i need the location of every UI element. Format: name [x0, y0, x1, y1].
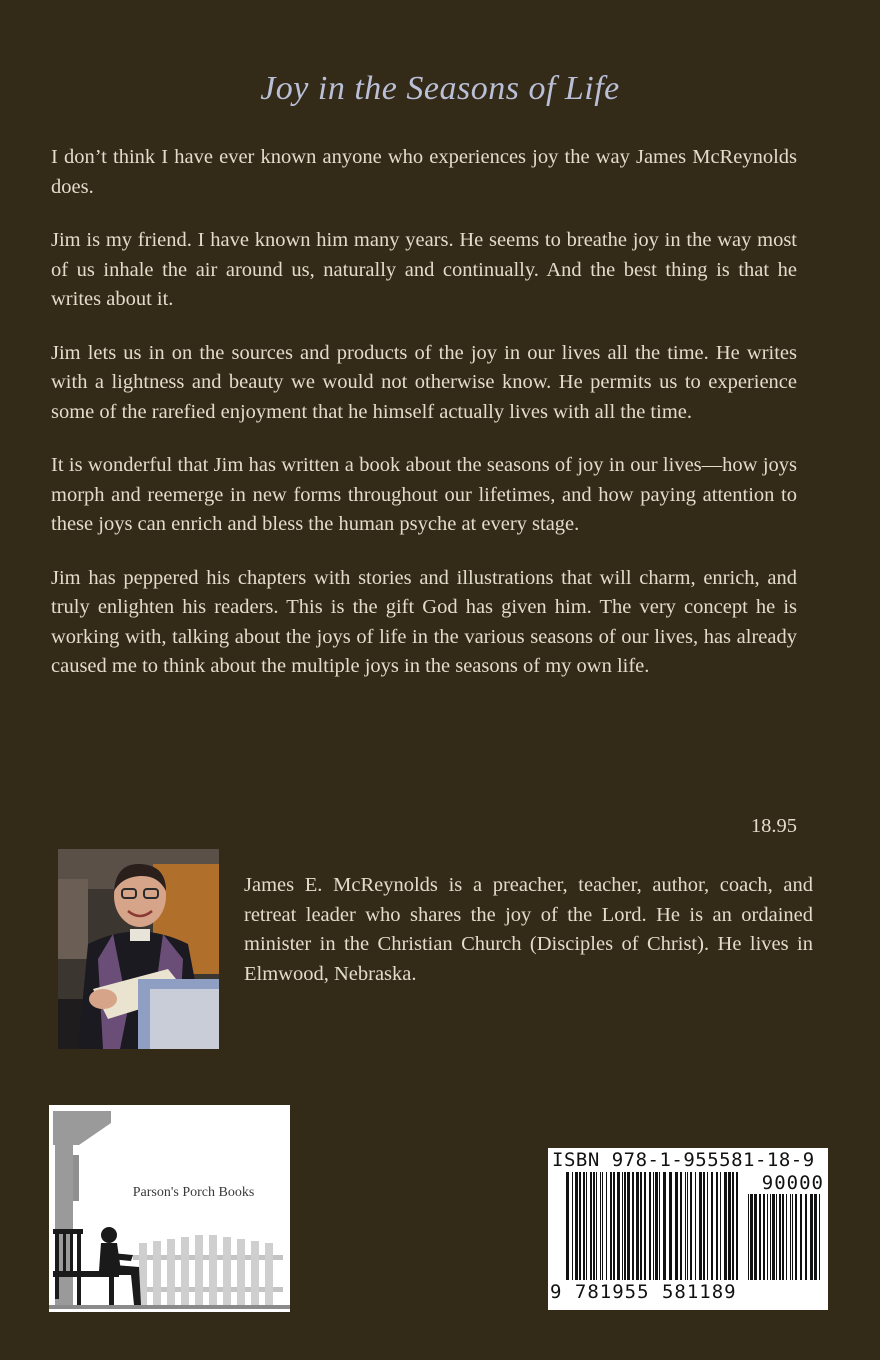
barcode-bar	[575, 1172, 578, 1280]
barcode-bar	[675, 1172, 678, 1280]
blurb-paragraph: Jim has peppered his chapters with stories and illustrations that will charm, enrich, and truly enlighten his readers. This is the gift God has given him. The very concept he is working with, talking about the joys of life in the various seasons of our lives, has already caused me to think about the multiple joys in the seasons of my own life.	[51, 566, 797, 677]
barcode-bar	[707, 1172, 708, 1280]
porch-illustration	[49, 1105, 290, 1312]
barcode-bar	[792, 1194, 793, 1280]
price-code: 90000	[761, 1172, 824, 1194]
price: 18.95	[750, 815, 797, 837]
publisher-name: Parson's Porch Books	[132, 1185, 255, 1200]
barcode-bar	[600, 1172, 601, 1280]
barcode-bar	[566, 1172, 569, 1280]
isbn-barcode	[548, 1148, 828, 1310]
barcode-bar	[617, 1172, 620, 1280]
barcode-bar	[640, 1172, 642, 1280]
barcode-bar	[795, 1194, 797, 1280]
barcode-bar	[606, 1172, 607, 1280]
barcode-bar	[622, 1172, 623, 1280]
barcode-bar	[800, 1194, 802, 1280]
barcode-bar	[695, 1172, 696, 1280]
barcode-bar	[644, 1172, 646, 1280]
barcode-bar	[649, 1172, 651, 1280]
barcode-bar	[767, 1194, 768, 1280]
barcode-bar	[632, 1172, 634, 1280]
blurb-paragraph: Jim is my friend. I have known him many years. He seems to breathe joy in the way most of us inhale the air around us, naturally and continually. And the best thing is that he writes about it.	[51, 229, 797, 310]
barcode-bar	[610, 1172, 612, 1280]
barcode-bar	[716, 1172, 718, 1280]
barcode-bar	[687, 1172, 688, 1280]
isbn-digits: 9 781955 581189	[550, 1281, 737, 1303]
author-portrait-illustration	[58, 849, 219, 1049]
blurb-paragraph: I don’t think I have ever known anyone who experiences joy the way James McReynolds does.	[51, 146, 797, 198]
barcode-bar	[596, 1172, 597, 1280]
barcode-bar	[763, 1194, 765, 1280]
barcode-bar	[776, 1194, 777, 1280]
barcode-bar	[663, 1172, 666, 1280]
isbn-label: ISBN 978-1-955581-18-9	[552, 1149, 815, 1171]
barcode-bar	[779, 1194, 781, 1280]
barcode-bar	[627, 1172, 630, 1280]
blurb-paragraph: It is wonderful that Jim has written a book about the seasons of joy in our lives—how joys morph and reemerge in new forms throughout our lifetimes, and how paying attention to these joys can enrich and bless the human psyche at every stage.	[51, 454, 797, 535]
barcode-bar	[732, 1172, 734, 1280]
barcode-bar	[690, 1172, 692, 1280]
barcode-bar	[636, 1172, 639, 1280]
author-bio-text: James E. McReynolds is a preacher, teacher, author, coach, and retreat leader who shares the joy of the Lord. He is an ordained minister in the Christian Church (Disciples of Christ). He lives in Elmwood, Nebraska.	[244, 874, 813, 985]
barcode-bar	[699, 1172, 702, 1280]
barcode-bar	[685, 1172, 686, 1280]
back-cover-blurb	[51, 143, 797, 706]
author-bio	[244, 871, 813, 989]
barcode-bar	[680, 1172, 682, 1280]
barcode-bar	[583, 1172, 585, 1280]
barcode-bar	[659, 1172, 660, 1280]
barcode-bar	[613, 1172, 615, 1280]
barcode-bar	[748, 1194, 749, 1280]
barcode-bar	[814, 1194, 817, 1280]
barcode-bar	[572, 1172, 573, 1280]
publisher-logo	[49, 1105, 290, 1312]
barcode-bar	[624, 1172, 626, 1280]
barcode-bar	[711, 1172, 713, 1280]
author-photo	[58, 849, 219, 1049]
addon-barcode-bars	[748, 1194, 824, 1280]
barcode-bar	[579, 1172, 581, 1280]
barcode-bar	[720, 1172, 721, 1280]
barcode-bar	[653, 1172, 654, 1280]
barcode-bar	[770, 1194, 771, 1280]
barcode-bar	[772, 1194, 775, 1280]
barcode-bar	[810, 1194, 813, 1280]
barcode-bar	[703, 1172, 705, 1280]
blurb-paragraph: Jim lets us in on the sources and products of the joy in our lives all the time. He writes with a lightness and beauty we would not otherwise know. He permits us to experience some of the rarefied enjoyment that he himself actually lives with all the time.	[51, 341, 797, 423]
barcode-bar	[790, 1194, 791, 1280]
barcode-bar	[586, 1172, 587, 1280]
barcode-bar	[759, 1194, 761, 1280]
barcode-bar	[819, 1194, 820, 1280]
barcode-bar	[750, 1194, 753, 1280]
barcode-bar	[602, 1172, 603, 1280]
barcode-bar	[782, 1194, 784, 1280]
barcode-bar	[754, 1194, 757, 1280]
barcode-bar	[728, 1172, 731, 1280]
barcode-bar	[805, 1194, 807, 1280]
barcode-bar	[786, 1194, 787, 1280]
barcode-bar	[736, 1172, 738, 1280]
barcode-bar	[655, 1172, 658, 1280]
barcode-bar	[669, 1172, 672, 1280]
main-barcode-bars	[566, 1172, 742, 1280]
barcode-bar	[724, 1172, 727, 1280]
barcode-bar	[590, 1172, 592, 1280]
book-title: Joy in the Seasons of Life	[260, 70, 620, 107]
barcode-bar	[593, 1172, 595, 1280]
